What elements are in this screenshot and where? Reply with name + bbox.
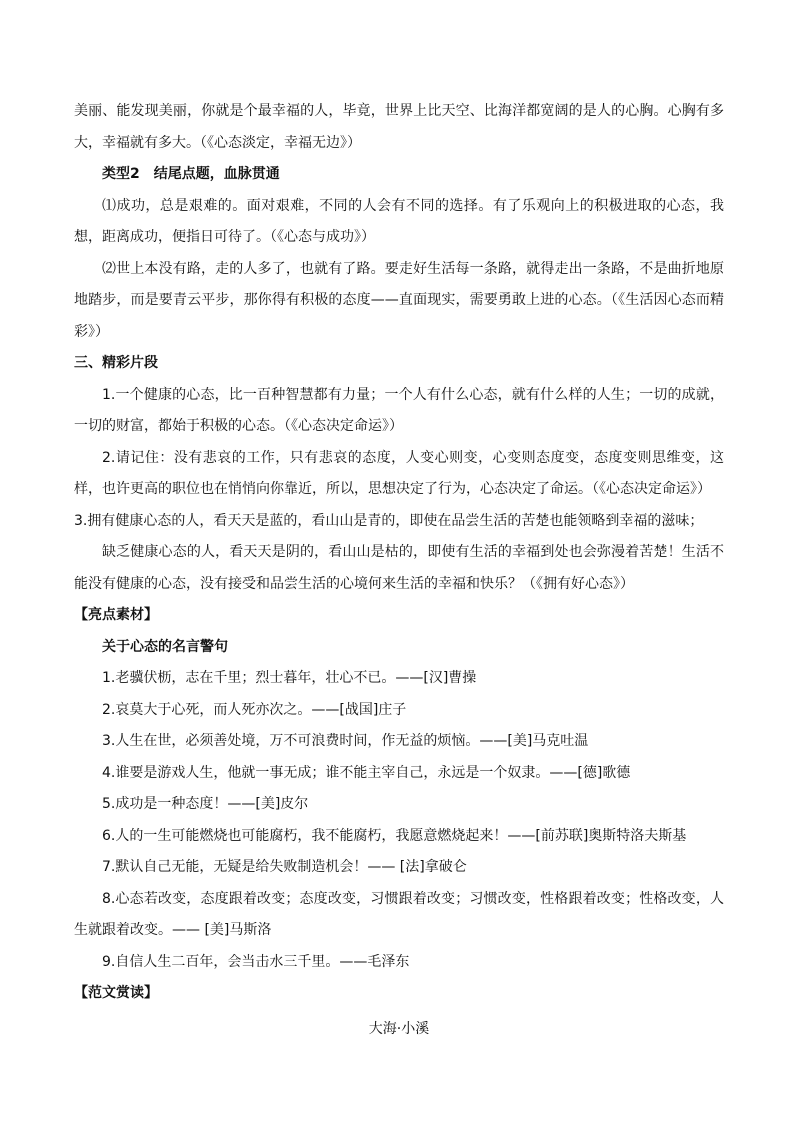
quote-item: 5.成功是一种态度！——[美]皮尔: [102, 796, 309, 812]
essay-title: 大海·小溪: [368, 1020, 430, 1037]
type2-item-1: ⑴成功，总是艰难的。面对艰难，不同的人会有不同的选择。有了乐观向上的积极进取的心态，我想，距离成功，便指日可待了。（《心态与成功》）: [74, 197, 724, 245]
section3-item-3-line2: 缺乏健康心态的人，看天天是阴的，看山山是枯的，即使有生活的幸福到处也会弥漫着苦楚！生活不能没有健康的心态，没有接受和品尝生活的心境何来生活的幸福和快乐？（《拥有好心态》）: [74, 544, 724, 592]
quote-item: 3.人生在世，必须善处境，万不可浪费时间，作无益的烦恼。——[美]马克吐温: [102, 733, 589, 749]
quote-item: 7.默认自己无能，无疑是给失败制造机会！—— [法]拿破仑: [102, 859, 467, 875]
section3-item-2: 2.请记住：没有悲哀的工作，只有悲哀的态度，人变心则变，心变则态度变，态度变则思维变，这样，也许更高的职位也在悄悄向你靠近，所以，思想决定了行为，心态决定了命运。（《心态决定命运》）: [74, 449, 724, 497]
quote-item: 6.人的一生可能燃烧也可能腐朽，我不能腐朽，我愿意燃烧起来！——[前苏联]奥斯特洛夫斯基: [102, 827, 687, 844]
document-content: [74, 96, 724, 1045]
quote-item: 1.老骥伏枥，志在千里；烈士暮年，壮心不已。——[汉]曹操: [102, 670, 477, 686]
quote-item: 8.心态若改变，态度跟着改变；态度改变，习惯跟着改变；习惯改变，性格跟着改变；性格改变，人生就跟着改变。—— [美]马斯洛: [74, 890, 724, 938]
section3-heading: 三、精彩片段: [74, 355, 158, 371]
model-essay-heading: 【范文赏读】: [74, 985, 158, 1001]
highlights-heading: 【亮点素材】: [74, 607, 158, 623]
intro-paragraph: 美丽、能发现美丽，你就是个最幸福的人，毕竟，世界上比天空、比海洋都宽阔的是人的心胸。心胸有多大，幸福就有多大。（《心态淡定，幸福无边》）: [74, 103, 724, 151]
quote-item: 9.自信人生二百年，会当击水三千里。——毛泽东: [102, 953, 410, 970]
section3-item-3-line1: 3.拥有健康心态的人，看天天是蓝的，看山山是青的，即使在品尝生活的苦楚也能领略到幸福的滋味；: [74, 512, 704, 529]
quote-item: 2.哀莫大于心死，而人死亦次之。——[战国]庄子: [102, 701, 407, 718]
highlights-subheading: 关于心态的名言警句: [102, 638, 228, 655]
section3-item-1: 1.一个健康的心态，比一百种智慧都有力量；一个人有什么心态，就有什么样的人生；一切的成就，一切的财富，都始于积极的心态。（《心态决定命运》）: [74, 386, 724, 434]
quote-item: 4.谁要是游戏人生，他就一事无成；谁不能主宰自己，永远是一个奴隶。——[德]歌德: [102, 764, 631, 781]
type2-heading: 类型2 结尾点题，血脉贯通: [102, 166, 280, 182]
type2-item-2: ⑵世上本没有路，走的人多了，也就有了路。要走好生活每一条路，就得走出一条路，不是曲折地原地踏步，而是要青云平步，那你得有积极的态度——直面现实，需要勇敢上进的心态。（《生活因心态而精彩》）: [74, 260, 724, 340]
